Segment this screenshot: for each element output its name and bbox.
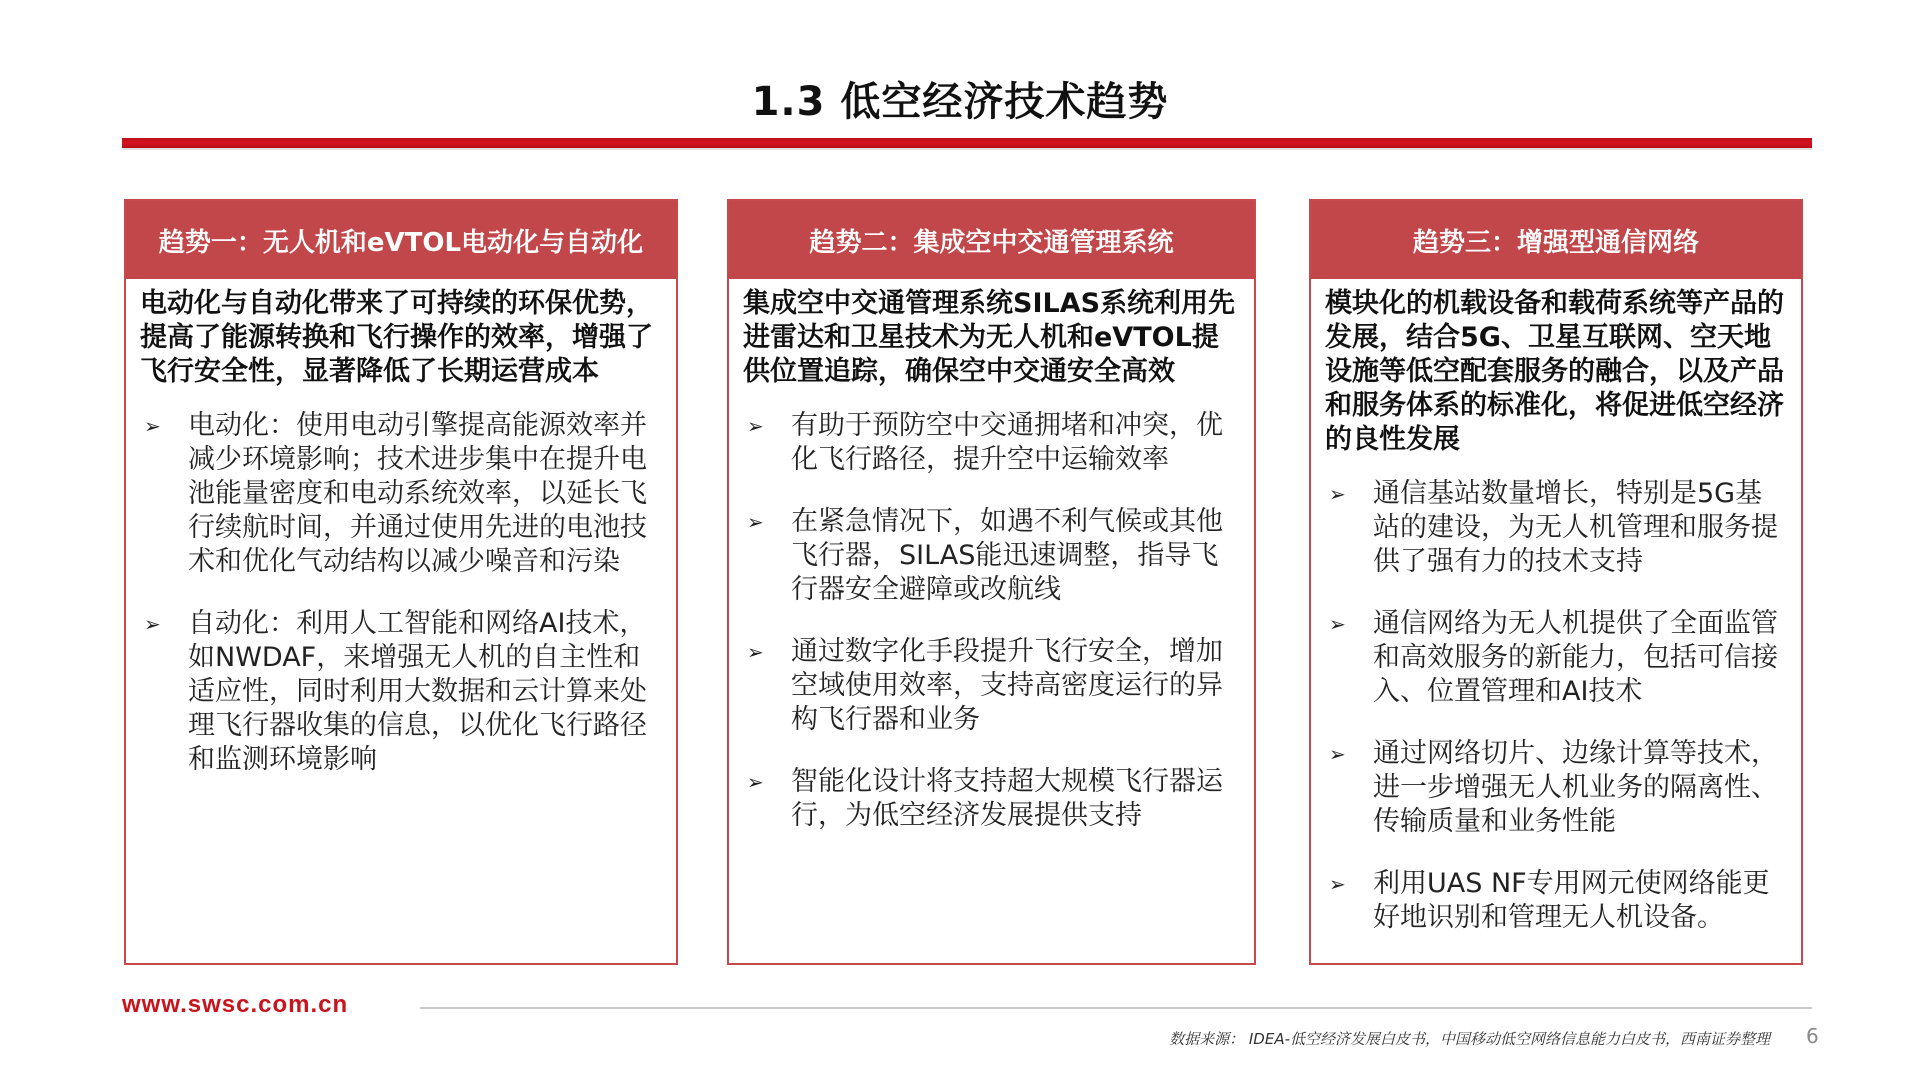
trend-summary: 模块化的机载设备和载荷系统等产品的发展，结合5G、卫星互联网、空天地设施等低空配套服务的融合，以及产品和服务体系的标准化，将促进低空经济的良性发展 xyxy=(1325,288,1784,455)
footer-divider xyxy=(420,1007,1812,1009)
arrow-bullet-icon: ➢ xyxy=(1329,742,1346,766)
data-source-note: 数据来源： IDEA-低空经济发展白皮书，中国移动低空网络信息能力白皮书，西南证券整理 xyxy=(1169,1030,1770,1048)
list-item-text: 通过数字化手段提升飞行安全，增加空域使用效率，支持高密度运行的异构飞行器和业务 xyxy=(791,636,1223,735)
list-item-text: 在紧急情况下，如遇不利气候或其他飞行器，SILAS能迅速调整，指导飞行器安全避障或改航线 xyxy=(791,506,1223,605)
list-item-text: 通信基站数量增长，特别是5G基站的建设，为无人机管理和服务提供了强有力的技术支持 xyxy=(1373,478,1778,577)
trend-summary: 电动化与自动化带来了可持续的环保优势，提高了能源转换和飞行操作的效率，增强了飞行安全性，显著降低了长期运营成本 xyxy=(140,288,653,387)
arrow-bullet-icon: ➢ xyxy=(747,510,764,534)
trend-card-1 xyxy=(124,199,678,965)
arrow-bullet-icon: ➢ xyxy=(144,612,161,636)
arrow-bullet-icon: ➢ xyxy=(747,414,764,438)
trend-card-body xyxy=(729,279,1254,833)
list-item-text: 电动化：使用电动引擎提高能源效率并减少环境影响；技术进步集中在提升电池能量密度和电动系统效率，以延长飞行续航时间，并通过使用先进的电池技术和优化气动结构以减少噪音和污染 xyxy=(188,410,647,577)
trend-card-header: 趋势三：增强型通信网络 xyxy=(1311,201,1801,279)
arrow-bullet-icon: ➢ xyxy=(747,770,764,794)
list-item xyxy=(1325,737,1789,839)
page-title: 1.3 低空经济技术趋势 xyxy=(751,79,1169,125)
trend-card-header: 趋势二：集成空中交通管理系统 xyxy=(729,201,1254,279)
arrow-bullet-icon: ➢ xyxy=(1329,612,1346,636)
list-item xyxy=(1325,607,1789,709)
arrow-bullet-icon: ➢ xyxy=(144,414,161,438)
trend-card-2 xyxy=(727,199,1256,965)
trend-card-body xyxy=(126,279,676,777)
list-item xyxy=(1325,477,1789,579)
list-item-text: 智能化设计将支持超大规模飞行器运行，为低空经济发展提供支持 xyxy=(791,766,1223,831)
list-item xyxy=(140,607,664,777)
list-item-text: 通信网络为无人机提供了全面监管和高效服务的新能力，包括可信接入、位置管理和AI技术 xyxy=(1373,608,1778,707)
list-item-text: 利用UAS NF专用网元使网络能更好地识别和管理无人机设备。 xyxy=(1373,868,1770,933)
list-item-text: 通过网络切片、边缘计算等技术，进一步增强无人机业务的隔离性、传输质量和业务性能 xyxy=(1373,738,1778,837)
arrow-bullet-icon: ➢ xyxy=(747,640,764,664)
list-item xyxy=(743,635,1242,737)
trend-summary: 集成空中交通管理系统SILAS系统利用先进雷达和卫星技术为无人机和eVTOL提供位置追踪，确保空中交通安全高效 xyxy=(743,288,1236,387)
list-item xyxy=(743,409,1242,477)
arrow-bullet-icon: ➢ xyxy=(1329,872,1346,896)
trend-card-header: 趋势一：无人机和eVTOL电动化与自动化 xyxy=(126,201,676,279)
trend-card-3 xyxy=(1309,199,1803,965)
arrow-bullet-icon: ➢ xyxy=(1329,482,1346,506)
title-divider xyxy=(122,138,1812,150)
list-item-text: 自动化：利用人工智能和网络AI技术，如NWDAF，来增强无人机的自主性和适应性，同时利用大数据和云计算来处理飞行器收集的信息，以优化飞行路径和监测环境影响 xyxy=(188,608,647,775)
list-item xyxy=(1325,867,1789,935)
list-item xyxy=(743,505,1242,607)
trend-card-body xyxy=(1311,279,1801,935)
list-item xyxy=(140,409,664,579)
list-item-text: 有助于预防空中交通拥堵和冲突，优化飞行路径，提升空中运输效率 xyxy=(791,410,1223,475)
website-link[interactable]: www.swsc.com.cn xyxy=(122,991,349,1018)
list-item xyxy=(743,765,1242,833)
page-number: 6 xyxy=(1806,1024,1819,1048)
